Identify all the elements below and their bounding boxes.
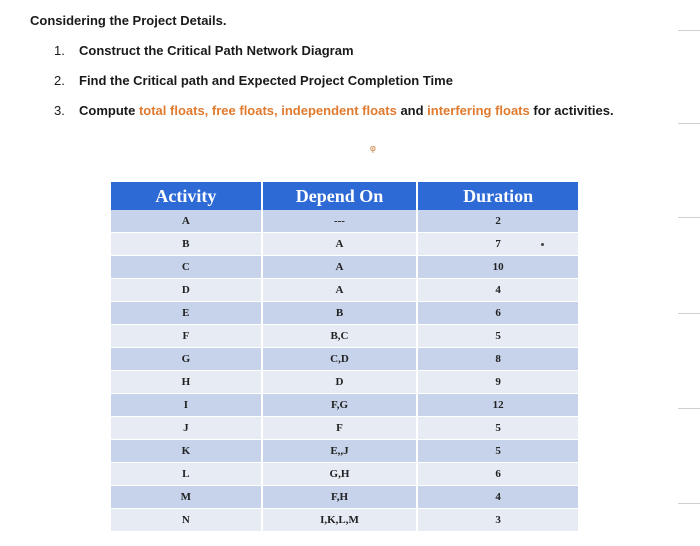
table-header-row bbox=[111, 182, 578, 210]
cell-activity: F bbox=[111, 325, 262, 348]
highlighted-interfering-floats: interfering floats bbox=[427, 103, 530, 118]
cell-activity: H bbox=[111, 371, 262, 394]
cell-duration: 8 bbox=[417, 348, 578, 371]
cell-duration: 6 bbox=[417, 302, 578, 325]
activity-table bbox=[111, 182, 578, 532]
cell-depend-on: A bbox=[262, 279, 418, 302]
cell-activity: C bbox=[111, 256, 262, 279]
cell-activity: G bbox=[111, 348, 262, 371]
cell-activity: D bbox=[111, 279, 262, 302]
question-number: 2. bbox=[54, 73, 65, 88]
cell-depend-on: E,,J bbox=[262, 440, 418, 463]
question-1 bbox=[54, 43, 354, 58]
cell-depend-on: --- bbox=[262, 210, 418, 233]
cell-duration: 4 bbox=[417, 486, 578, 509]
table-row bbox=[111, 279, 578, 302]
question-text: Compute bbox=[79, 103, 139, 118]
edge-divider bbox=[678, 313, 700, 314]
table-row bbox=[111, 486, 578, 509]
cell-activity: L bbox=[111, 463, 262, 486]
cell-depend-on: C,D bbox=[262, 348, 418, 371]
cell-depend-on: B,C bbox=[262, 325, 418, 348]
cell-depend-on: G,H bbox=[262, 463, 418, 486]
cell-duration: 5 bbox=[417, 417, 578, 440]
highlighted-float-types: total floats, free floats, independent floats bbox=[138, 103, 397, 118]
header-depend-on: Depend On bbox=[262, 182, 418, 210]
cell-activity: A bbox=[111, 210, 262, 233]
edge-divider bbox=[678, 30, 700, 31]
cell-duration: 10 bbox=[417, 256, 578, 279]
cell-depend-on: B bbox=[262, 302, 418, 325]
cell-depend-on: A bbox=[262, 233, 418, 256]
table-row bbox=[111, 509, 578, 532]
cell-depend-on: F bbox=[262, 417, 418, 440]
stray-mark: φ bbox=[370, 143, 376, 153]
table-row bbox=[111, 302, 578, 325]
table-row bbox=[111, 394, 578, 417]
question-text-end: for activities. bbox=[529, 103, 614, 118]
cell-activity: E bbox=[111, 302, 262, 325]
cell-activity: J bbox=[111, 417, 262, 440]
cell-duration: 4 bbox=[417, 279, 578, 302]
table-row bbox=[111, 325, 578, 348]
cell-duration: 2 bbox=[417, 210, 578, 233]
cell-activity: N bbox=[111, 509, 262, 532]
cell-duration: 9 bbox=[417, 371, 578, 394]
table-row bbox=[111, 210, 578, 233]
table-row bbox=[111, 233, 578, 256]
page-heading: Considering the Project Details. bbox=[30, 13, 227, 28]
question-2 bbox=[54, 73, 453, 88]
table-row bbox=[111, 256, 578, 279]
table-row bbox=[111, 348, 578, 371]
question-number: 1. bbox=[54, 43, 65, 58]
edge-divider bbox=[678, 408, 700, 409]
table-row bbox=[111, 463, 578, 486]
question-number: 3. bbox=[54, 103, 65, 118]
question-text-mid: and bbox=[396, 103, 428, 118]
cell-duration: 6 bbox=[417, 463, 578, 486]
cell-depend-on: I,K,L,M bbox=[262, 509, 418, 532]
cell-activity: B bbox=[111, 233, 262, 256]
cell-duration: 5 bbox=[417, 325, 578, 348]
edge-divider bbox=[678, 217, 700, 218]
cell-duration: 7 bbox=[417, 233, 578, 256]
question-text: Find the Critical path and Expected Project Completion Time bbox=[79, 73, 453, 88]
cell-depend-on: A bbox=[262, 256, 418, 279]
cell-depend-on: F,G bbox=[262, 394, 418, 417]
cell-activity: M bbox=[111, 486, 262, 509]
question-text: Construct the Critical Path Network Diagram bbox=[79, 43, 354, 58]
table-row bbox=[111, 371, 578, 394]
stray-dot bbox=[541, 243, 544, 246]
cell-duration: 5 bbox=[417, 440, 578, 463]
cell-duration: 12 bbox=[417, 394, 578, 417]
question-3 bbox=[54, 103, 614, 118]
edge-divider bbox=[678, 503, 700, 504]
header-activity: Activity bbox=[111, 182, 262, 210]
table-row bbox=[111, 440, 578, 463]
cell-depend-on: D bbox=[262, 371, 418, 394]
cell-activity: I bbox=[111, 394, 262, 417]
cell-duration: 3 bbox=[417, 509, 578, 532]
table-row bbox=[111, 417, 578, 440]
header-duration: Duration bbox=[417, 182, 578, 210]
edge-divider bbox=[678, 123, 700, 124]
cell-activity: K bbox=[111, 440, 262, 463]
cell-depend-on: F,H bbox=[262, 486, 418, 509]
